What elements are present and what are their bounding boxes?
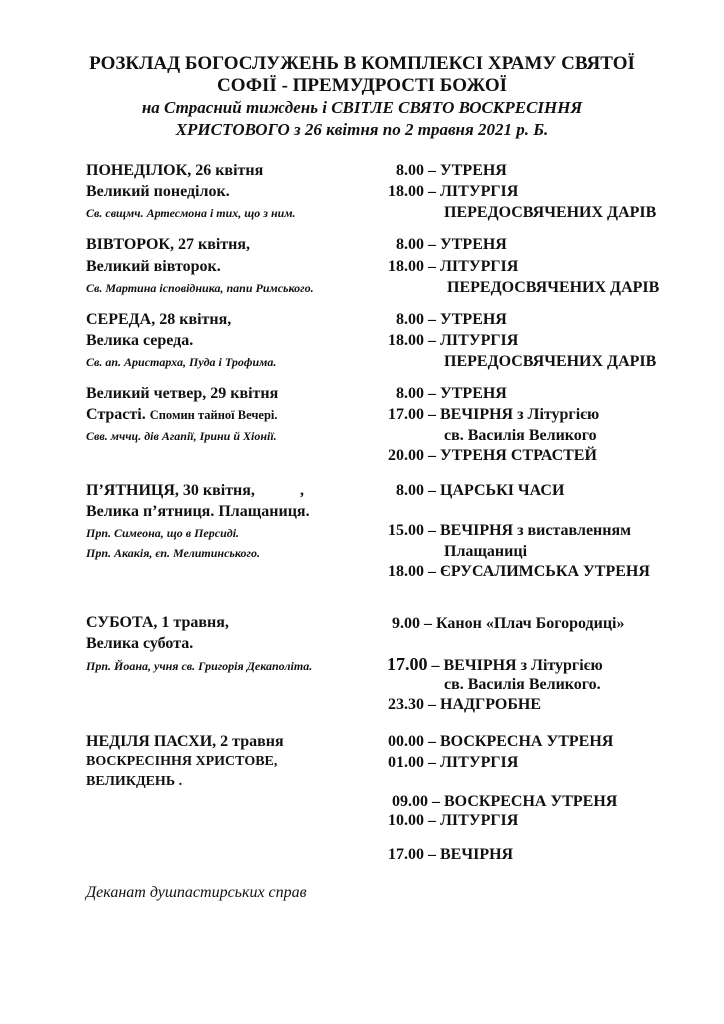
saint-commemoration: Свв. мччц. дів Агапії, Ірини й Хіонії. bbox=[86, 429, 277, 443]
service-line: 18.00 – ЛІТУРГІЯ bbox=[388, 258, 519, 275]
service-line: 23.30 – НАДГРОБНЕ bbox=[388, 696, 542, 713]
day-name-main: Страсті. bbox=[86, 406, 146, 423]
day-name: Велика п’ятниця. Плащаниця. bbox=[86, 503, 310, 520]
day-name bbox=[86, 406, 278, 424]
day-name: Великий вівторок. bbox=[86, 258, 221, 275]
service-line-continuation: св. Василія Великого bbox=[444, 427, 597, 444]
day-title: СЕРЕДА, 28 квітня, bbox=[86, 311, 232, 328]
saint-commemoration: Св. свщмч. Артесмона і тих, що з ним. bbox=[86, 206, 296, 220]
service-line bbox=[387, 654, 603, 675]
day-name: ВОСКРЕСІННЯ ХРИСТОВЕ, bbox=[86, 754, 278, 769]
day-name: ВЕЛИКДЕНЬ . bbox=[86, 774, 183, 789]
day-name: Велика субота. bbox=[86, 635, 194, 652]
service-line-continuation: Плащаниці bbox=[444, 543, 528, 560]
service-line: 8.00 – УТРЕНЯ bbox=[396, 162, 507, 179]
day-title: ВІВТОРОК, 27 квітня, bbox=[86, 236, 251, 253]
saint-commemoration: Прп. Симеона, що в Персиді. bbox=[86, 526, 240, 540]
day-title: Великий четвер, 29 квітня bbox=[86, 385, 279, 402]
stray-comma: , bbox=[300, 482, 304, 499]
day-name: Великий понеділок. bbox=[86, 183, 230, 200]
service-line-continuation: ПЕРЕДОСВЯЧЕНИХ ДАРІВ bbox=[444, 204, 657, 221]
day-name: Велика середа. bbox=[86, 332, 194, 349]
signature: Деканат душпастирських справ bbox=[86, 884, 307, 901]
service-line: 18.00 – ЛІТУРГІЯ bbox=[388, 332, 519, 349]
day-title: НЕДІЛЯ ПАСХИ, 2 травня bbox=[86, 733, 284, 750]
service-line: 9.00 – Канон «Плач Богородиці» bbox=[392, 615, 625, 632]
service-line: 01.00 – ЛІТУРГІЯ bbox=[388, 754, 519, 771]
service-line: 20.00 – УТРЕНЯ СТРАСТЕЙ bbox=[388, 447, 597, 464]
service-line: 8.00 – УТРЕНЯ bbox=[396, 236, 507, 253]
service-line: 17.00 – ВЕЧІРНЯ bbox=[388, 846, 514, 863]
service-line: 18.00 – ЛІТУРГІЯ bbox=[388, 183, 519, 200]
service-title: – ВЕЧІРНЯ з Літургією bbox=[427, 657, 603, 674]
service-line: 09.00 – ВОСКРЕСНА УТРЕНЯ bbox=[392, 793, 618, 810]
saint-commemoration: Св. ап. Аристарха, Пуда і Трофима. bbox=[86, 355, 277, 369]
service-line: 10.00 – ЛІТУРГІЯ bbox=[388, 812, 519, 829]
service-line-continuation: св. Василія Великого. bbox=[444, 676, 601, 693]
saint-commemoration: Прп. Йоана, учня св. Григорія Декаполіта. bbox=[86, 659, 313, 673]
document-title-line-2: СОФІЇ - ПРЕМУДРОСТІ БОЖОЇ bbox=[216, 75, 508, 96]
saint-commemoration: Прп. Акакія, єп. Мелитинського. bbox=[86, 546, 260, 560]
service-line: 8.00 – УТРЕНЯ bbox=[396, 385, 507, 402]
day-title: П’ЯТНИЦЯ, 30 квітня, bbox=[86, 482, 255, 499]
service-line: 18.00 – ЄРУСАЛИМСЬКА УТРЕНЯ bbox=[388, 563, 650, 580]
day-title: СУБОТА, 1 травня, bbox=[86, 614, 229, 631]
service-time: 17.00 bbox=[387, 654, 428, 674]
service-line-continuation: ПЕРЕДОСВЯЧЕНИХ ДАРІВ bbox=[447, 279, 660, 296]
service-line: 17.00 – ВЕЧІРНЯ з Літургією bbox=[388, 406, 600, 423]
service-line: 8.00 – ЦАРСЬКІ ЧАСИ bbox=[396, 482, 565, 499]
document-subtitle-line-2: ХРИСТОВОГО з 26 квітня по 2 травня 2021 р. Б. bbox=[175, 120, 549, 139]
service-line: 15.00 – ВЕЧІРНЯ з виставленням bbox=[388, 522, 632, 539]
service-line: 8.00 – УТРЕНЯ bbox=[396, 311, 507, 328]
document-title-line-1: РОЗКЛАД БОГОСЛУЖЕНЬ В КОМПЛЕКСІ ХРАМУ СВЯТОЇ bbox=[89, 53, 635, 74]
day-title: ПОНЕДІЛОК, 26 квітня bbox=[86, 162, 264, 179]
saint-commemoration: Св. Мартина ісповідника, папи Римського. bbox=[86, 281, 314, 295]
service-line: 00.00 – ВОСКРЕСНА УТРЕНЯ bbox=[388, 733, 614, 750]
service-line-continuation: ПЕРЕДОСВЯЧЕНИХ ДАРІВ bbox=[444, 353, 657, 370]
document-subtitle-line-1: на Страсний тиждень і СВІТЛЕ СВЯТО ВОСКРЕСІННЯ bbox=[141, 98, 583, 117]
day-name-note: Спомин тайної Вечері. bbox=[149, 408, 278, 422]
